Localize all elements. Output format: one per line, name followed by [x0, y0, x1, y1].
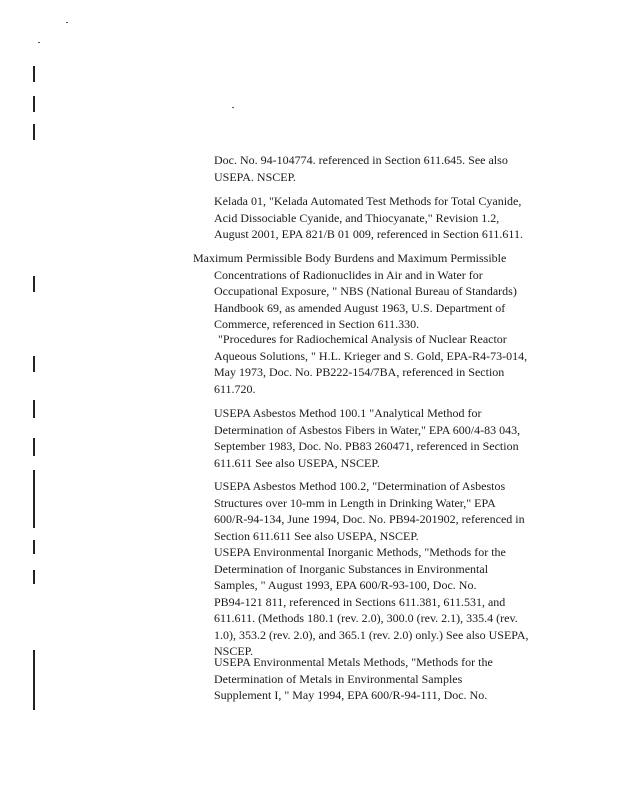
change-bar: [33, 124, 35, 140]
text-line: USEPA Asbestos Method 100.2, "Determination of Asbestos: [214, 479, 506, 493]
reference-paragraph-env-inorganic: [214, 544, 554, 660]
text-line: Determination of Inorganic Substances in Environmental: [214, 561, 489, 576]
change-bar: [33, 276, 35, 292]
reference-paragraph-env-metals: [214, 654, 554, 704]
text-line: Determination of Asbestos Fibers in Water," EPA 600/4-83 043,: [214, 422, 521, 437]
text-line: "Procedures for Radiochemical Analysis of Nuclear Reactor: [218, 332, 507, 346]
reference-paragraph-doc-94: [214, 152, 554, 185]
text-line: Determination of Metals in Environmental Samples: [214, 671, 463, 686]
text-line: 600/R-94-134, June 1994, Doc. No. PB94-201902, referenced in: [214, 512, 525, 526]
reference-paragraph-kelada: [214, 193, 554, 243]
text-line: September 1983, Doc. No. PB83 260471, referenced in Section: [214, 439, 519, 453]
reference-paragraph-radiochemical: [214, 331, 558, 397]
text-line: USEPA Environmental Inorganic Methods, "Methods for the: [214, 545, 506, 559]
change-bar: [33, 570, 35, 584]
text-line: Commerce, referenced in Section 611.330.: [214, 317, 420, 331]
text-line: Acid Dissociable Cyanide, and Thiocyanate," Revision 1.2,: [214, 210, 500, 225]
text-line: Aqueous Solutions, " H.L. Krieger and S. Gold, EPA-R4-73-014,: [214, 348, 528, 363]
scan-speck: [66, 22, 68, 23]
text-line: Maximum Permissible Body Burdens and Maximum Permissible: [193, 251, 507, 265]
text-line: Concentrations of Radionuclides in Air and in Water for: [214, 267, 483, 282]
text-line: Supplement I, " May 1994, EPA 600/R-94-111, Doc. No.: [214, 688, 488, 702]
text-line: Samples, " August 1993, EPA 600/R-93-100, Doc. No.: [214, 578, 477, 592]
text-line: 611.611 See also USEPA, NSCEP.: [214, 455, 380, 470]
text-line: May 1973, Doc. No. PB222-154/7BA, referenced in Section: [214, 365, 505, 379]
text-line: PB94-121 811, referenced in Sections 611.381, 611.531, and: [214, 594, 506, 609]
change-bar: [33, 356, 35, 372]
text-line: Structures over 10-mm in Length in Drinking Water," EPA: [214, 495, 496, 510]
scan-speck: [232, 107, 234, 108]
reference-paragraph-asbestos-100-1: [214, 405, 554, 471]
text-line: August 2001, EPA 821/B 01 009, referenced in Section 611.611.: [214, 227, 523, 241]
text-line: 611.611. (Methods 180.1 (rev. 2.0), 300.0 (rev. 2.1), 335.4 (rev.: [214, 611, 518, 625]
text-line: Section 611.611 See also USEPA, NSCEP.: [214, 528, 419, 543]
text-line: USEPA Environmental Metals Methods, "Methods for the: [214, 655, 493, 669]
text-line: Kelada 01, "Kelada Automated Test Methods for Total Cyanide,: [214, 194, 522, 208]
text-line: USEPA Asbestos Method 100.1 "Analytical Method for: [214, 406, 482, 420]
scan-speck: [38, 42, 40, 43]
text-line: 611.720.: [214, 381, 256, 396]
text-line: Doc. No. 94-104774. referenced in Section 611.645. See also: [214, 153, 508, 167]
reference-paragraph-asbestos-100-2: [214, 478, 554, 544]
change-bar: [33, 400, 35, 418]
text-line: NSCEP.: [214, 644, 254, 658]
change-bar: [33, 66, 35, 82]
text-line: Handbook 69, as amended August 1963, U.S. Department of: [214, 300, 506, 315]
change-bar: [33, 470, 35, 528]
text-line: 1.0), 353.2 (rev. 2.0), and 365.1 (rev. 2.0) only.) See also USEPA,: [214, 627, 529, 642]
text-line: Occupational Exposure, " NBS (National Bureau of Standards): [214, 284, 517, 298]
change-bar: [33, 650, 35, 710]
text-line: USEPA. NSCEP.: [214, 169, 296, 184]
reference-paragraph-max-permissible: [193, 250, 533, 333]
change-bar: [33, 96, 35, 112]
change-bar: [33, 540, 35, 554]
change-bar: [33, 438, 35, 456]
